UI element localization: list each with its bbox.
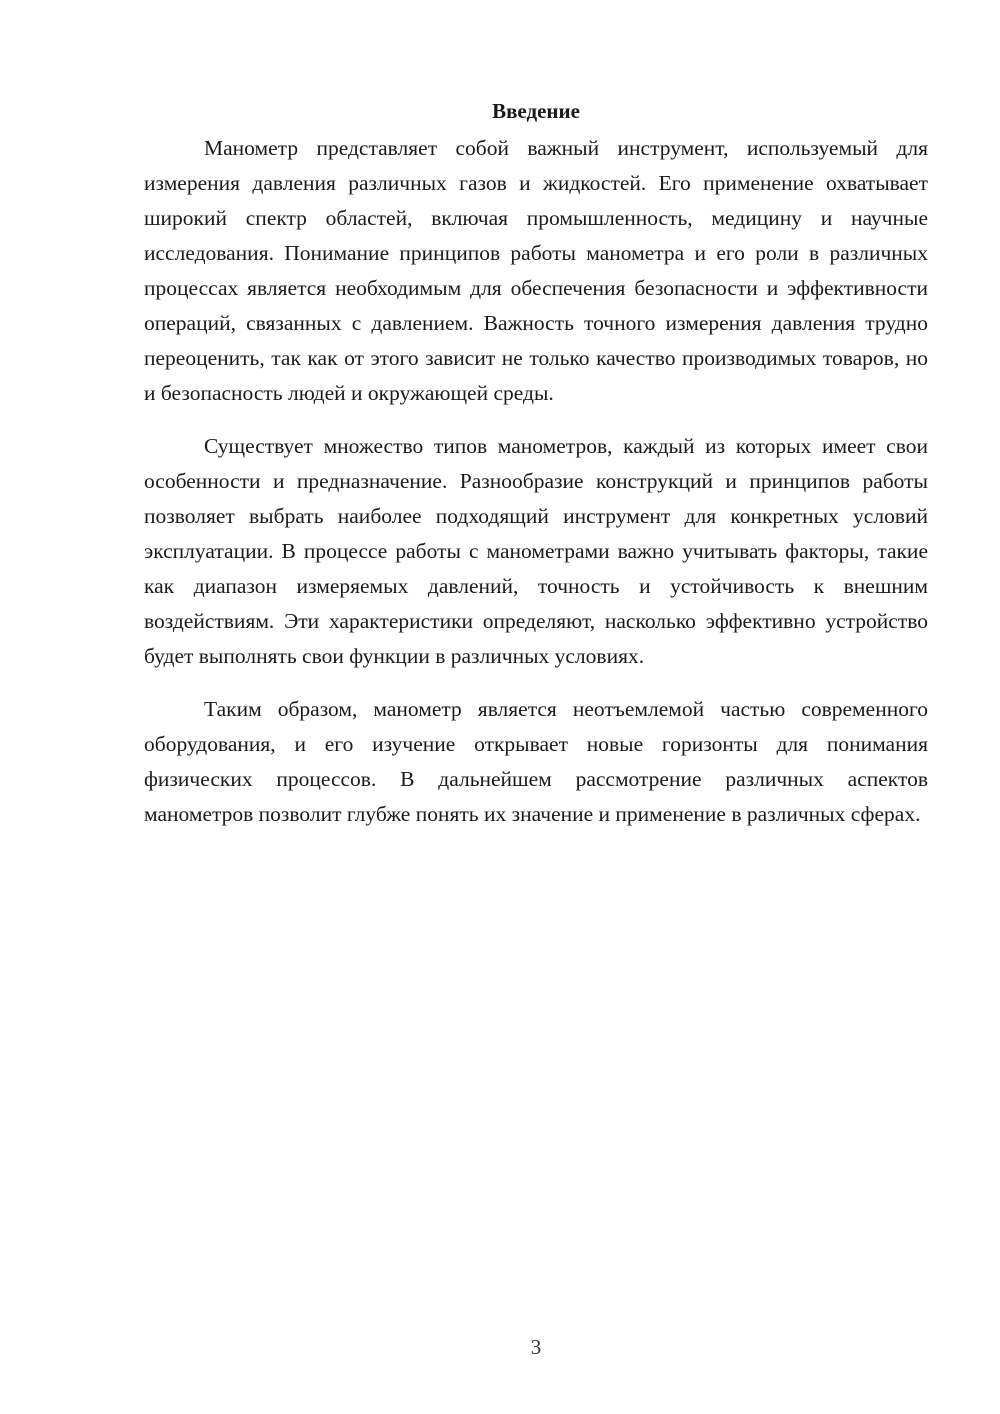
paragraph-conclusion: Таким образом, манометр является неотъемлемой частью современного оборудования, и его изучение открывает новые горизонты для понимания физических процессов. В дальнейшем рассмотрение различных аспектов манометров позволит глубже понять их значение и применение в различных сферах.	[144, 697, 928, 826]
paragraph-types: Существует множество типов манометров, каждый из которых имеет свои особенности и предназначение. Разнообразие конструкций и принципов работы позволяет выбрать наиболее подходящий инструмент для конкретных условий эксплуатации. В процессе работы с манометрами важно учитывать факторы, такие как диапазон измеряемых давлений, точность и устойчивость к внешним воздействиям. Эти характеристики определяют, насколько эффективно устройство будет выполнять свои функции в различных условиях.	[144, 434, 928, 668]
section-title: Введение	[492, 99, 580, 123]
paragraph-intro: Манометр представляет собой важный инструмент, используемый для измерения давления различных газов и жидкостей. Его применение охватывает широкий спектр областей, включая промышленность, медицину и научные исследования. Понимание принципов работы манометра и его роли в различных процессах является необходимым для обеспечения безопасности и эффективности операций, связанных с давлением. Важность точного измерения давления трудно переоценить, так как от этого зависит не только качество производимых товаров, но и безопасность людей и окружающей среды.	[144, 136, 928, 405]
page-content	[144, 96, 928, 850]
page-number: 3	[530, 1335, 542, 1359]
